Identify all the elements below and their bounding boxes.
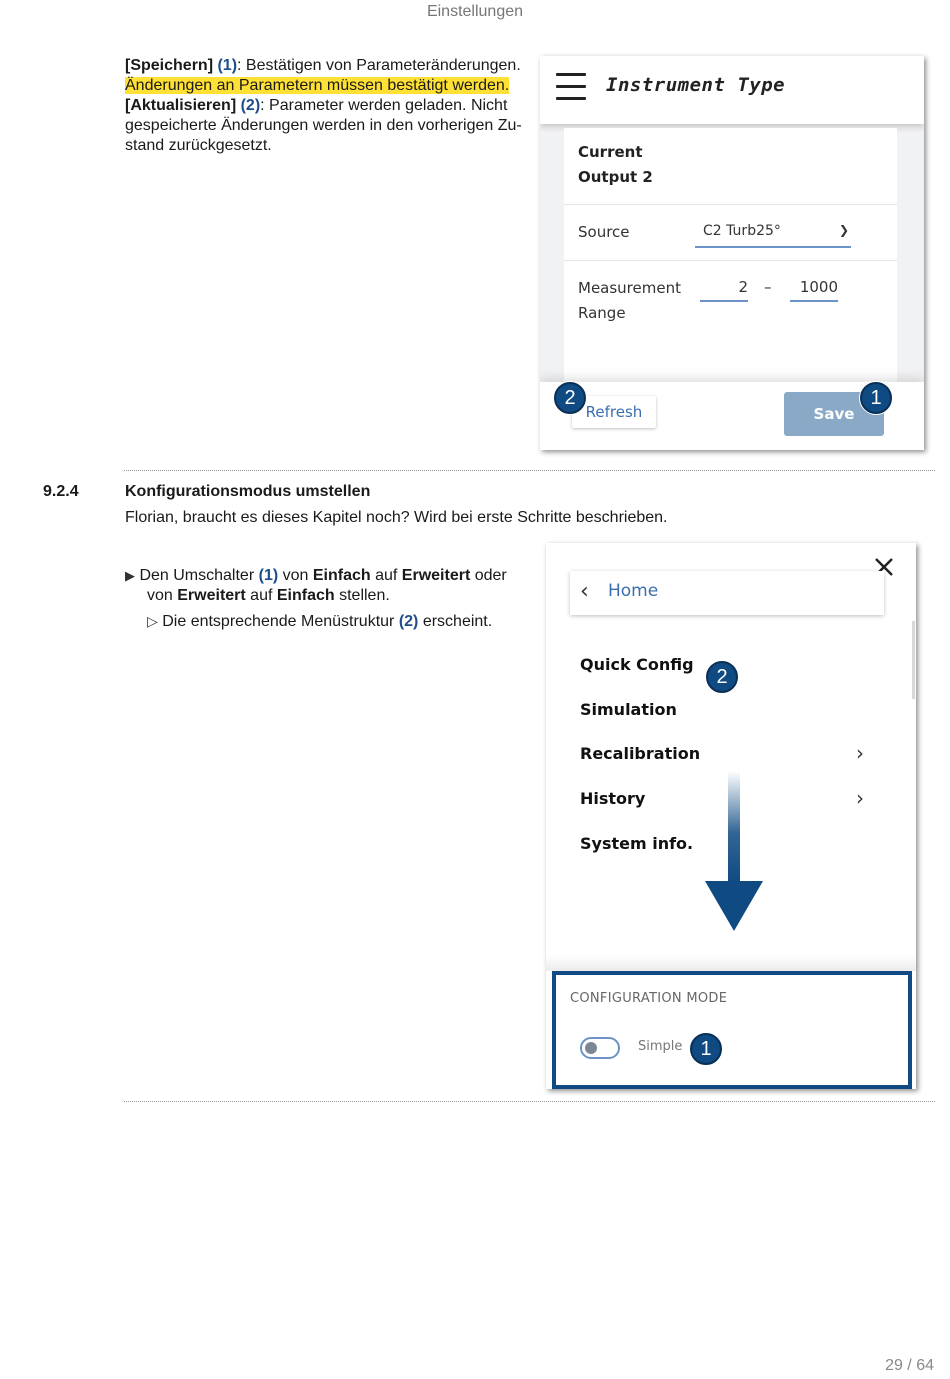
- source-label: Source: [578, 223, 630, 241]
- callout-menu: 2: [706, 661, 738, 693]
- arrow-down-icon: [702, 771, 766, 933]
- range-separator: –: [764, 278, 772, 296]
- screen-title: Instrument Type: [606, 74, 786, 96]
- home-link[interactable]: Home: [608, 581, 659, 601]
- editor-note: Florian, braucht es dieses Kapitel noch? Wird bei erste Schritte beschrieben.: [125, 509, 668, 526]
- running-header: Einstellungen: [426, 3, 524, 20]
- menu-item-system-info[interactable]: System info.: [580, 834, 694, 853]
- section-divider: [124, 1101, 935, 1102]
- configuration-mode-label: CONFIGURATION MODE: [570, 991, 728, 1006]
- menu-screenshot: [546, 543, 916, 1089]
- home-nav[interactable]: [570, 571, 884, 615]
- range-min-input[interactable]: 2: [700, 278, 748, 302]
- chevron-left-icon: ‹: [580, 579, 589, 604]
- menu-item-quick-config[interactable]: Quick Config: [580, 655, 694, 674]
- divider: [564, 204, 897, 205]
- callout-toggle: 1: [690, 1033, 722, 1065]
- step-instruction: ▶ Den Umschalter (1) von Einfach auf Erweitert oder von Erweitert auf Einfach stellen. ▷ Die entsprechende Menüstruktur (2) erscheint.: [125, 566, 535, 632]
- save-description: [Speichern] (1): Bestätigen von Parameteränderungen.: [125, 57, 521, 74]
- result-bullet-icon: ▷: [147, 613, 158, 629]
- callout-refresh: 2: [554, 382, 586, 414]
- step-result: ▷ Die entsprechende Menüstruktur (2) erscheint.: [147, 613, 493, 630]
- next-card-edge: [564, 348, 897, 356]
- page-number: 29 / 64: [885, 1357, 934, 1374]
- configuration-mode-panel: [552, 971, 912, 1089]
- instrument-type-screenshot: [540, 56, 924, 450]
- section-number: 9.2.4: [43, 483, 79, 500]
- menu-item-recalibration[interactable]: Recalibration: [580, 744, 701, 763]
- intro-paragraph: [Speichern] (1): Bestätigen von Parameteränderungen. Änderungen an Parametern müssen bestätigt werden. [Aktualisieren] (2): Parameter werden geladen. Nicht gespeicherte Änderungen werden in den vorherigen Zu- stand zurückgesetzt.: [125, 56, 535, 156]
- chevron-down-icon: ❯: [838, 223, 849, 237]
- callout-save: 1: [860, 382, 892, 414]
- chevron-right-icon: ›: [856, 786, 864, 810]
- step-bullet-icon: ▶: [125, 568, 135, 583]
- highlighted-note: Änderungen an Parametern müssen bestätigt werden.: [125, 77, 510, 94]
- save-button[interactable]: Save: [784, 392, 884, 436]
- menu-item-simulation[interactable]: Simulation: [580, 700, 677, 719]
- app-header: [540, 56, 924, 124]
- hamburger-menu-icon[interactable]: [556, 73, 586, 101]
- toggle-knob: [585, 1042, 597, 1054]
- source-select[interactable]: C2 Turb25° ❯: [695, 220, 851, 248]
- toggle-state-label: Simple: [638, 1039, 683, 1054]
- divider: [564, 260, 897, 261]
- section-title: Konfigurationsmodus umstellen: [125, 483, 371, 500]
- section-heading: Current Output 2: [578, 143, 653, 186]
- refresh-button[interactable]: Refresh: [572, 396, 656, 428]
- range-max-input[interactable]: 1000: [790, 278, 838, 302]
- chevron-right-icon: ›: [856, 741, 864, 765]
- panel-shadow: [546, 955, 916, 971]
- configuration-mode-toggle[interactable]: [580, 1037, 620, 1059]
- menu-item-history[interactable]: History: [580, 789, 646, 808]
- scrollbar[interactable]: [912, 621, 915, 699]
- section-divider: [124, 470, 935, 471]
- measurement-range-label: Measurement Range: [578, 279, 681, 322]
- refresh-description: [Aktualisieren] (2): Parameter werden geladen. Nicht: [125, 97, 508, 114]
